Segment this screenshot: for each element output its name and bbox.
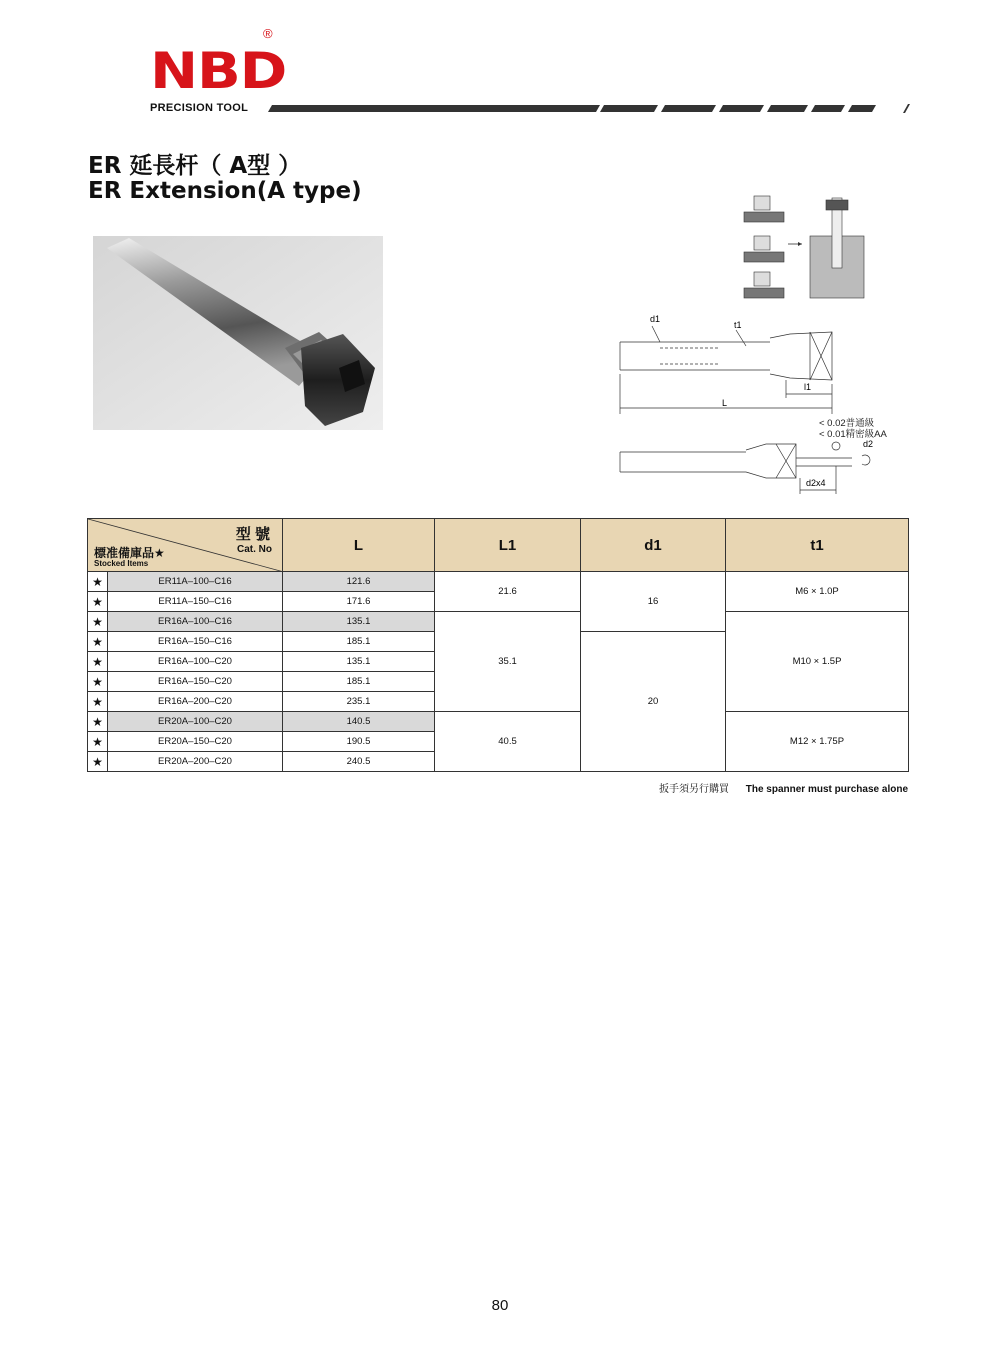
L-cell: 190.5 xyxy=(283,732,435,752)
title-english: ER Extension(A type) xyxy=(88,178,362,204)
spanner-footnote xyxy=(659,780,908,795)
label-L: L xyxy=(722,398,728,408)
stock-star: ★ xyxy=(88,612,108,632)
header-t1: t1 xyxy=(726,519,909,572)
stock-star: ★ xyxy=(88,752,108,772)
cat-no-cell: ER20A–200–C20 xyxy=(108,752,283,772)
header-L1: L1 xyxy=(435,519,581,572)
label-t1: t1 xyxy=(734,320,742,330)
d1-cell: 20 xyxy=(581,632,726,772)
stock-star: ★ xyxy=(88,712,108,732)
table-row xyxy=(88,612,909,632)
L1-cell: 21.6 xyxy=(435,572,581,612)
header-model-cn: 型 號 xyxy=(235,526,270,543)
stock-star: ★ xyxy=(88,692,108,712)
stock-star: ★ xyxy=(88,652,108,672)
t1-cell: M6 × 1.0P xyxy=(726,572,909,612)
cat-no-cell: ER20A–150–C20 xyxy=(108,732,283,752)
label-d1: d1 xyxy=(650,314,661,324)
spec-table xyxy=(87,518,909,772)
header-cat-no: Cat. No xyxy=(237,544,272,555)
stock-star: ★ xyxy=(88,572,108,592)
dimension-drawing xyxy=(600,310,900,500)
cat-no-cell: ER16A–150–C20 xyxy=(108,672,283,692)
stock-star: ★ xyxy=(88,672,108,692)
L-cell: 140.5 xyxy=(283,712,435,732)
footnote-english: The spanner must purchase alone xyxy=(745,784,908,795)
L-cell: 185.1 xyxy=(283,672,435,692)
L-cell: 235.1 xyxy=(283,692,435,712)
L-cell: 135.1 xyxy=(283,652,435,672)
L-cell: 135.1 xyxy=(283,612,435,632)
t1-cell: M12 × 1.75P xyxy=(726,712,909,772)
header-d1: d1 xyxy=(581,519,726,572)
header-stocked-en: Stocked Items xyxy=(94,559,149,568)
page-number: 80 xyxy=(491,1297,509,1314)
stock-star: ★ xyxy=(88,732,108,752)
table-row xyxy=(88,712,909,732)
cat-no-cell: ER16A–100–C20 xyxy=(108,652,283,672)
registered-mark: ® xyxy=(263,26,273,41)
cat-no-cell: ER16A–150–C16 xyxy=(108,632,283,652)
cat-no-cell: ER16A–200–C20 xyxy=(108,692,283,712)
label-l1: l1 xyxy=(804,382,812,392)
label-d2x4: d2x4 xyxy=(806,478,826,488)
table-header-row xyxy=(88,519,909,572)
L1-cell: 35.1 xyxy=(435,612,581,712)
t1-cell: M10 × 1.5P xyxy=(726,612,909,712)
table-row xyxy=(88,572,909,592)
header-L: L xyxy=(283,519,435,572)
header-decorative-stripes xyxy=(268,103,918,115)
stock-star: ★ xyxy=(88,592,108,612)
runout-note: < 0.02普通級 < 0.01精密級AA xyxy=(819,418,887,440)
label-d2: d2 xyxy=(863,439,874,449)
usage-diagram xyxy=(728,192,878,304)
brand-logo xyxy=(150,26,287,100)
L1-cell: 40.5 xyxy=(435,712,581,772)
cat-no-cell: ER11A–100–C16 xyxy=(108,572,283,592)
L-cell: 121.6 xyxy=(283,572,435,592)
stock-star: ★ xyxy=(88,632,108,652)
brand-subtitle: PRECISION TOOL xyxy=(150,102,249,114)
header-model xyxy=(88,519,283,572)
footnote-chinese: 扳手須另行購買 xyxy=(658,784,729,795)
cat-no-cell: ER16A–100–C16 xyxy=(108,612,283,632)
L-cell: 185.1 xyxy=(283,632,435,652)
cat-no-cell: ER20A–100–C20 xyxy=(108,712,283,732)
product-photo xyxy=(93,236,383,430)
title-chinese: ER 延長杆（ A型 ） xyxy=(88,153,302,179)
cat-no-cell: ER11A–150–C16 xyxy=(108,592,283,612)
d1-cell: 16 xyxy=(581,572,726,632)
brand-name: NBD xyxy=(150,42,287,100)
L-cell: 171.6 xyxy=(283,592,435,612)
L-cell: 240.5 xyxy=(283,752,435,772)
header-stocked-cn: 標准備庫品★ xyxy=(94,546,165,560)
